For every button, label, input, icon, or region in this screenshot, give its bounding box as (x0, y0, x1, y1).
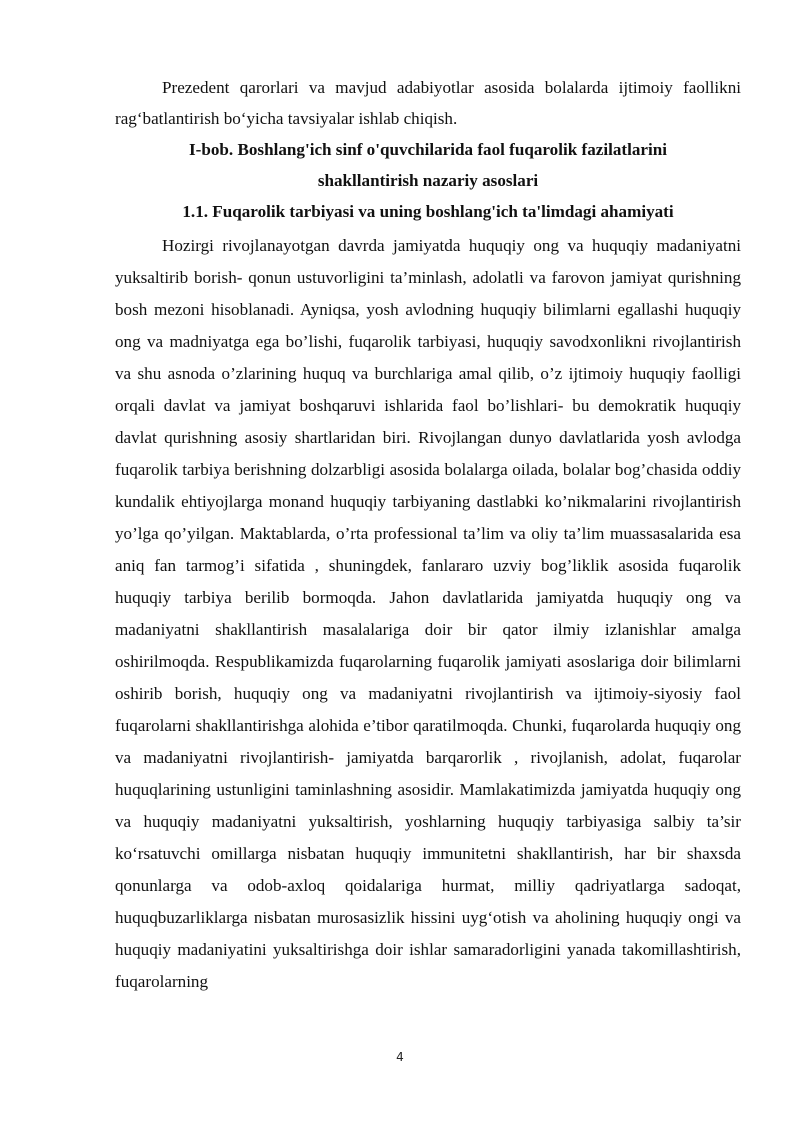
section-heading: 1.1. Fuqarolik tarbiyasi va uning boshlang'ich ta'limdagi ahamiyati (182, 202, 674, 221)
intro-paragraph: Prezedent qarorlari va mavjud adabiyotlar asosida bolalarda ijtimoiy faollikni rag‘batlantirish bo‘yicha tavsiyalar ishlab chiqish. (115, 78, 741, 128)
page-content (115, 72, 741, 998)
body-paragraph: Hozirgi rivojlanayotgan davrda jamiyatda huquqiy ong va huquqiy madaniyatni yuksaltirib borish- qonun ustuvorligini ta’minlash, adolatli va farovon jamiyat qurishning bosh mezoni hisoblanadi. Ayniqsa, yosh avlodning huquqiy bilimlarni egallashi huquqiy ong va madniyatga ega bo’lishi, fuqarolik tarbiyasi, huquqiy savodxonlikni rivojlantirish va shu asnoda o’zlarining huquq va burchlariga amal qilib, o’z ijtimoiy huquqiy faolligi orqali davlat va jamiyat boshqaruvi ishlarida faol bo’lishlari- bu demokratik huquqiy davlat qurishning asosiy shartlaridan biri. Rivojlangan dunyo davlatlarida yosh avlodga fuqarolik tarbiya berishning dolzarbligi asosida bolalarga oilada, bolalar bog’chasida oddiy kundalik ehtiyojlarga monand huquqiy tarbiyaning dastlabki ko’nikmalarini rivojlantirish yo’lga qo’yilgan. Maktablarda, o’rta professional ta’lim va oliy ta’lim muassasalarida esa aniq fan tarmog’i sifatida , shuningdek, fanlararo uzviy bog’liklik asosida fuqarolik huquqiy tarbiya berilib bormoqda. Jahon davlatlarida jamiyatda huquqiy ong va madaniyatni shakllantirish masalalariga doir bir qator ilmiy izlanishlar amalga oshirilmoqda. Respublikamizda fuqarolarning fuqarolik jamiyati asoslariga doir bilimlarni oshirib borish, huquqiy ong va madaniyatni rivojlantirish va ijtimoiy-siyosiy faol fuqarolarni shakllantirishga alohida e’tibor qaratilmoqda. Chunki, fuqarolarda huquqiy ong va madaniyatni rivojlantirish- jamiyatda barqarorlik , rivojlanish, adolat, fuqarolar huquqlarining ustunligini taminlashning asosidir. Mamlakatimizda jamiyatda huquqiy ong va huquqiy madaniyatni yuksaltirish, yoshlarning huquqiy tarbiyasiga salbiy ta’sir ko‘rsatuvchi omillarga nisbatan huquqiy immunitetni shakllantirish, har bir shaxsda qonunlarga va odob-axloq qoidalariga hurmat, milliy qadriyatlarga sadoqat, huquqbuzarliklarga nisbatan murosasizlik hissini uyg‘otish va aholining huquqiy ongi va huquqiy madaniyatini yuksaltirishga doir ishlar samaradorligini yanada takomillashtirish, fuqarolarning (115, 235, 741, 991)
chapter-heading: I-bob. Boshlang'ich sinf o'quvchilarida faol fuqarolik fazilatlarini shakllantirish nazariy asoslari (189, 140, 667, 190)
page-number: 4 (396, 1050, 404, 1064)
